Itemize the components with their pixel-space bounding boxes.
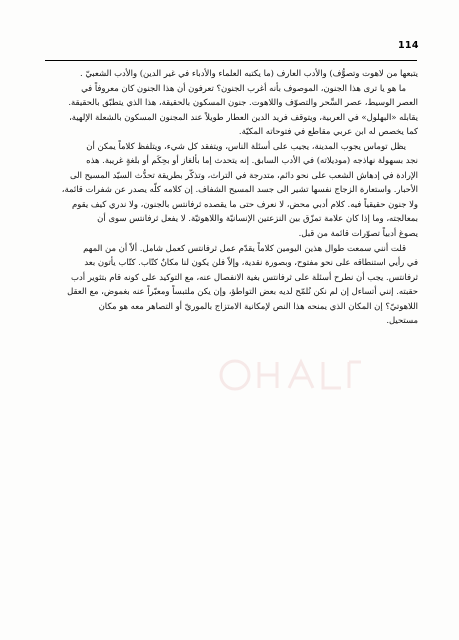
- text-line: قلت أنني سمعت طوال هذين اليومين كلاماً يقدّم عمل ثرفانتس كعمل شامل. ألاّ أن من المهم: [83, 242, 406, 253]
- text-line: الأحبار. واستعارة الزجاج نفسها تشير الى جسد المسيح الشفاف. إن كلامه كلّه يصدر عن شفرات قائمة،: [61, 184, 418, 195]
- paragraph: [44, 66, 418, 81]
- text-line: في رأيي استنطاقه على نحو مفتوح، وبصورة نقدية، وإلاّ فلن يكون لنا مكانٌ كتّاب. كتّاب يأتون بعد: [84, 257, 418, 268]
- page-number: 114: [398, 40, 419, 51]
- watermark-glyph: [323, 362, 341, 388]
- text-line: يتبعها من لاهوت وتصوُّف) والأدب العارف (ما يكتبه العلماء والأدباء في غير الدين) والأدب الشعبيّ .: [79, 68, 418, 78]
- watermark-logo: [215, 352, 365, 398]
- watermark-glyph: [289, 362, 313, 388]
- paragraph-cont: [44, 95, 418, 139]
- header-rule: [45, 60, 417, 61]
- text-line: بمعالجته، وما إذا كان علامة تمزّق بين النزعتين الإنسانيّة واللاهوتيّة. لا يفعل ثرفانتس سوى أن: [97, 213, 418, 224]
- body-text: [44, 66, 418, 328]
- text-line: يظل توماس يجوب المدينة، يجيب على أسئلة الناس، ويتفقد كل شيء، ويتلفظ كلاماً يمكن أن: [86, 140, 406, 151]
- text-line: مستحيل.: [386, 315, 418, 326]
- text-line: نجد بسهولة نهاذجه (موديلاته) في الأدب السابق. إنه يتحدث إما بألغاز أو بحِكَم أو بلغةٍ غريبة. هذه: [86, 155, 418, 166]
- text-line: ثرفانتس. يجب أن نطرح أسئلة على ثرفانتس بغية الانفصال عنه، مع التوكيد على كونه قام بتثوير أدب: [71, 271, 418, 282]
- text-line: يقابله «البهلول» في العربية، ويتوقف فريد الدين العطار طويلاً عند المجنون المسكون بالشعلة الإلهية،: [69, 111, 418, 122]
- paragraph: [44, 139, 418, 154]
- paragraph-cont: [44, 153, 418, 240]
- text-line: كما يخصص له ابن عربي مقاطع في فتوحاته المكيّة.: [238, 126, 418, 137]
- text-line: ولا جنون حقيقياً فيه. كلام أدبي محض، لا نعرف حتى ما يقصده ثرفانتس بالجنون، ولا ندري كيف يقوم: [72, 198, 418, 209]
- watermark-glyph: [259, 362, 277, 388]
- text-line: ما هو يا ترى هذا الجنون، الموصوف بأنه أغرب الجنون؟ تعرفون أن هذا الجنون كان معروفاً في: [81, 82, 406, 93]
- text-line: اللاهوتيّ؟ إن المكان الذي يمنحه هذا النص لإمكانية الامتزاج بالموريّ أو التصاهر معه هو مكان: [98, 300, 418, 311]
- text-line: يصوغ أدبياً تصوّرات قائمة من قبل.: [298, 228, 418, 239]
- text-line: العصر الوسيط، عصر السِّحر والتصوّف واللاهوت. جنون المسكون بالحقيقة، هذا الذي يتطبّق بالحقيقة.: [68, 97, 418, 108]
- text-line: حقبته. إنني أتساءل إن لم نكن نُلمّح لديه بعض التواطؤ، وإن يكن ملتبساً ومعبّراً عنه بغموض، مع العقل: [67, 286, 418, 297]
- paragraph-cont: [44, 255, 418, 328]
- text-line: الإرادة في إدهاش الشعب على نحو دائم، متدرجة في التراث، وتذكّر بطريقة تحدُّث السيّد المسيح الى: [69, 169, 418, 180]
- paragraph: [44, 241, 418, 256]
- watermark-ring: [221, 361, 249, 389]
- watermark-glyph: [349, 362, 361, 388]
- paragraph: [44, 81, 418, 96]
